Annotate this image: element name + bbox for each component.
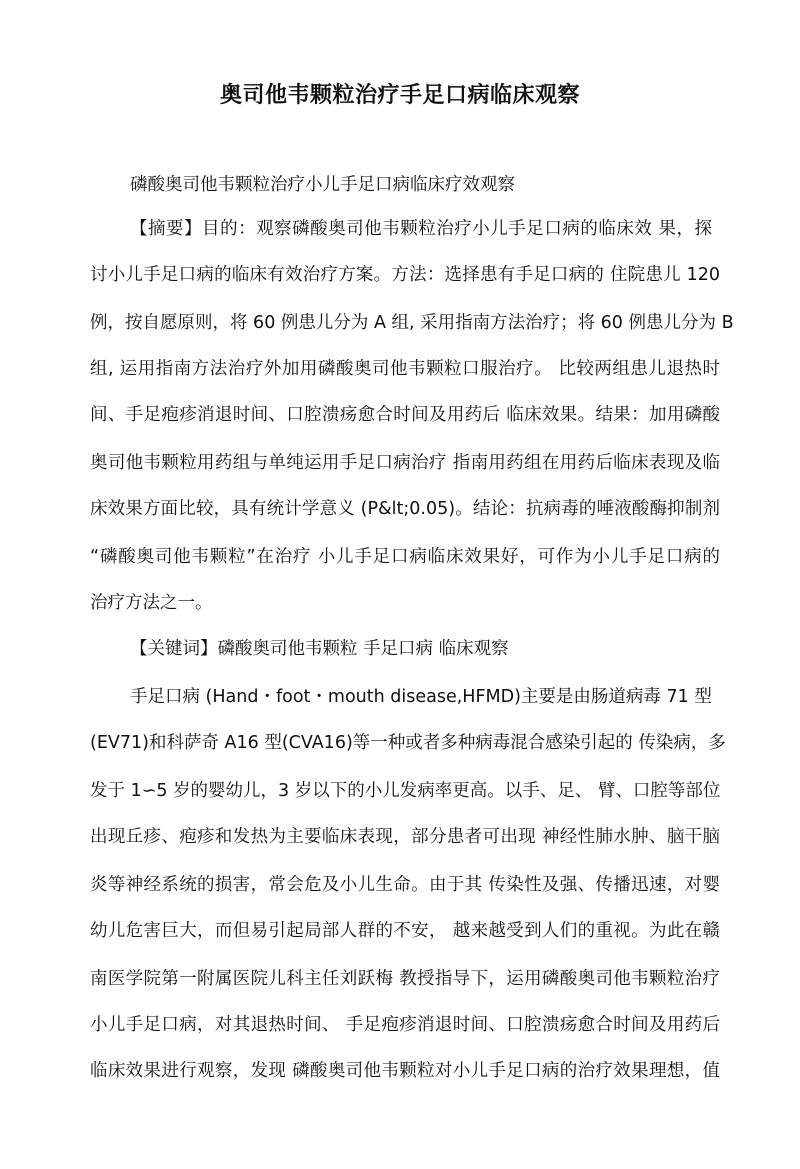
text-line: 组, 运用指南方法治疗外加用磷酸奥司他韦颗粒口服治疗。 比较两组患儿退热时 bbox=[90, 359, 720, 379]
text-line: 奥司他韦颗粒用药组与单纯运用手足口病治疗 指南用药组在用药后临床表现及临 bbox=[90, 453, 720, 473]
text-line: (EV71)和科萨奇 A16 型(CVA16)等一种或者多种病毒混合感染引起的 传染病，多 bbox=[90, 733, 726, 753]
document-title: 奥司他韦颗粒治疗手足口病临床观察 bbox=[219, 83, 580, 108]
text-line: 发于 1∽5 岁的婴幼儿，3 岁以下的小儿发病率更高。以手、足、 臂、口腔等部位 bbox=[90, 781, 721, 801]
text-line: 【摘要】目的：观察磷酸奥司他韦颗粒治疗小儿手足口病的临床效 果，探 bbox=[130, 219, 712, 239]
text-line: 炎等神经系统的损害，常会危及小儿生命。由于其 传染性及强、传播迅速，对婴 bbox=[90, 875, 720, 895]
text-line: 出现丘疹、疱疹和发热为主要临床表现，部分患者可出现 神经性肺水肿、脑干脑 bbox=[90, 827, 720, 847]
subtitle-line: 磷酸奥司他韦颗粒治疗小儿手足口病临床疗效观察 bbox=[130, 175, 515, 195]
keywords-line: 【关键词】磷酸奥司他韦颗粒 手足口病 临床观察 bbox=[130, 639, 509, 659]
text-line: 临床效果进行观察，发现 磷酸奥司他韦颗粒对小儿手足口病的治疗效果理想，值 bbox=[90, 1061, 720, 1081]
text-line: 手足口病 (Hand・foot・mouth disease,HFMD)主要是由肠道病毒 71 型 bbox=[130, 687, 712, 707]
text-line: 南医学院第一附属医院儿科主任刘跃梅 教授指导下，运用磷酸奥司他韦颗粒治疗 bbox=[90, 969, 720, 989]
text-line: 治疗方法之一。 bbox=[90, 593, 213, 613]
text-line: 床效果方面比较，具有统计学意义 (P&lt;0.05)。结论：抗病毒的唾液酸酶抑制剂 bbox=[90, 499, 720, 519]
text-line: 例，按自愿原则，将 60 例患儿分为 A 组, 采用指南方法治疗；将 60 例患儿分为 B bbox=[90, 313, 734, 333]
text-line: 幼儿危害巨大，而但易引起局部人群的不安， 越来越受到人们的重视。为此在赣 bbox=[90, 921, 720, 941]
text-line: 小儿手足口病，对其退热时间、 手足疱疹消退时间、口腔溃疡愈合时间及用药后 bbox=[90, 1015, 720, 1035]
text-line: 间、手足疱疹消退时间、口腔溃疡愈合时间及用药后 临床效果。结果：加用磷酸 bbox=[90, 405, 720, 425]
text-line: “磷酸奥司他韦颗粒”在治疗 小儿手足口病临床效果好，可作为小儿手足口病的 bbox=[90, 547, 720, 567]
text-line: 讨小儿手足口病的临床有效治疗方案。方法：选择患有手足口病的 住院患儿 120 bbox=[90, 265, 720, 285]
